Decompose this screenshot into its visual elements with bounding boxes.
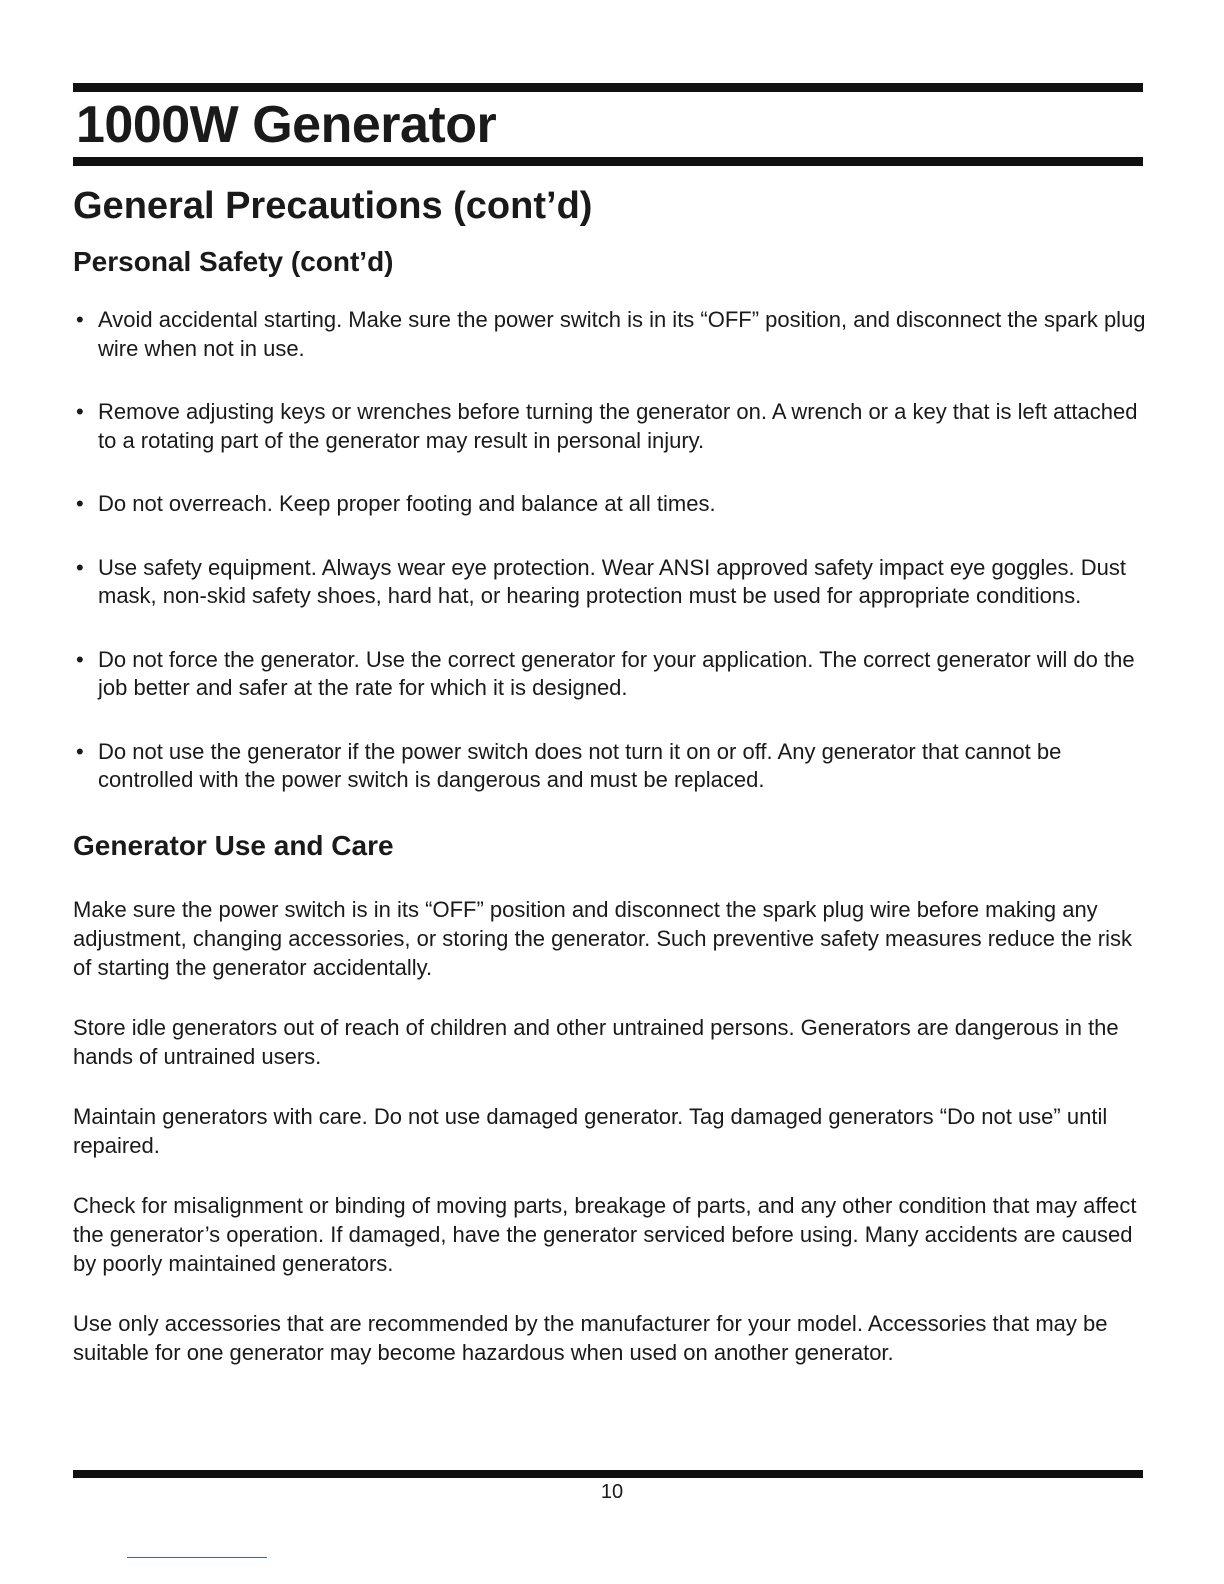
paragraph: Make sure the power switch is in its “OFF” position and disconnect the spark plug wire before making any adjustment, changing accessories, or storing the generator. Such preventive safety measures reduce the risk of starting the generator accidentally. (73, 897, 1133, 980)
bottom-divider (127, 1557, 267, 1558)
list-item-text: Do not force the generator. Use the correct generator for your application. The correct generator will do the job better and safer at the rate for which it is designed. (98, 646, 1135, 700)
use-and-care-heading: Generator Use and Care (73, 830, 394, 861)
list-item (76, 646, 1151, 703)
footer-rule (73, 1470, 1143, 1478)
paragraph: Maintain generators with care. Do not use damaged generator. Tag damaged generators “Do not use” until repaired. (73, 1104, 1108, 1158)
bullet-icon: • (76, 738, 84, 764)
list-item-text: Remove adjusting keys or wrenches before turning the generator on. A wrench or a key that is left attached to a rotating part of the generator may result in personal injury. (98, 399, 1138, 453)
paragraph: Check for misalignment or binding of moving parts, breakage of parts, and any other condition that may affect the generator’s operation. If damaged, have the generator serviced before using. Many accidents are caused by poorly maintained generators. (73, 1193, 1137, 1276)
bullet-icon: • (76, 491, 84, 516)
list-item-text: Do not use the generator if the power switch does not turn it on or off. Any generator that cannot be controlled with the power switch is dangerous and must be replaced. (98, 738, 1062, 792)
paragraph: Store idle generators out of reach of children and other untrained persons. Generators are dangerous in the hands of untrained users. (73, 1015, 1119, 1069)
list-item (76, 490, 1151, 519)
list-item-text: Avoid accidental starting. Make sure the power switch is in its “OFF” position, and disconnect the spark plug wire when not in use. (98, 307, 1146, 361)
bullet-icon: • (76, 307, 84, 332)
bullet-icon: • (76, 554, 84, 580)
personal-safety-list (76, 306, 1151, 830)
header-rule-bottom (73, 157, 1143, 166)
section-title: General Precautions (cont’d) (73, 185, 593, 227)
header-rule-top (73, 83, 1143, 92)
manual-title: 1000W Generator (76, 96, 497, 154)
paragraph: Use only accessories that are recommended by the manufacturer for your model. Accessories that may be suitable for one generator may become hazardous when used on another generator. (73, 1311, 1108, 1365)
list-item-text: Use safety equipment. Always wear eye protection. Wear ANSI approved safety impact eye goggles. Dust mask, non-skid safety shoes, hard hat, or hearing protection must be used for appropriate conditions. (98, 554, 1127, 608)
page-number: 10 (600, 1481, 624, 1503)
bullet-icon: • (76, 646, 84, 672)
list-item (76, 738, 1151, 795)
bullet-icon: • (76, 399, 84, 424)
personal-safety-heading: Personal Safety (cont’d) (73, 246, 394, 277)
list-item-text: Do not overreach. Keep proper footing and balance at all times. (98, 491, 716, 516)
use-and-care-body (73, 895, 1153, 1398)
list-item (76, 306, 1151, 363)
list-item (76, 398, 1151, 455)
list-item (76, 554, 1151, 611)
